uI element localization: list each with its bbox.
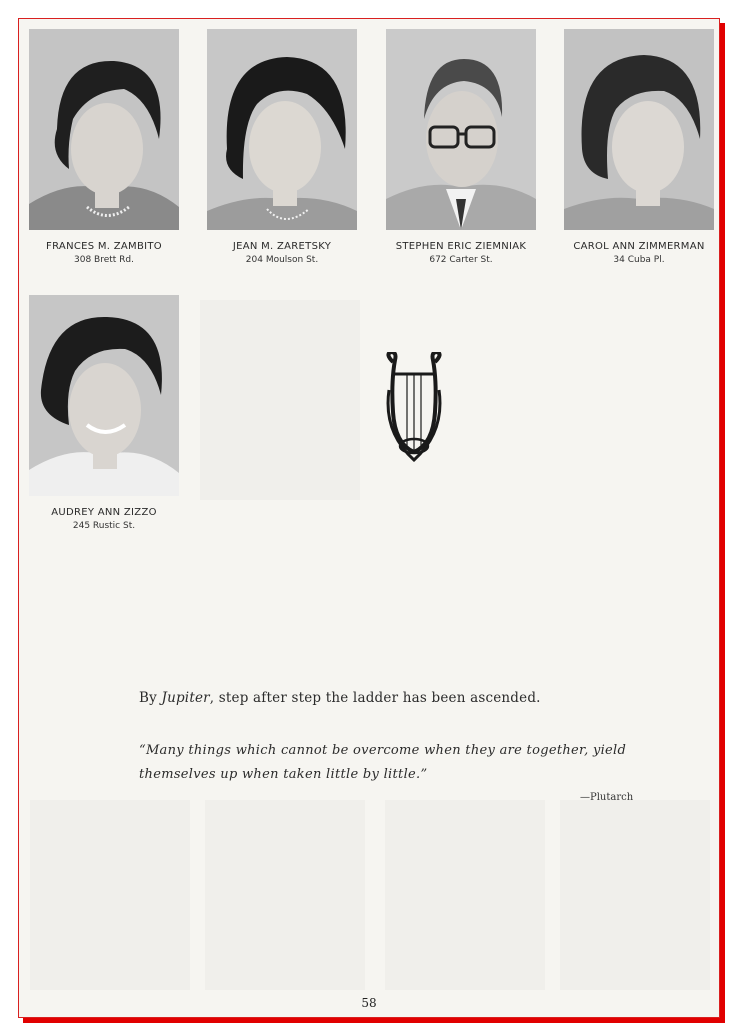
- student-name: CAROL ANN ZIMMERMAN: [573, 241, 705, 252]
- quote-attribution: —Plutarch: [580, 792, 634, 803]
- quote-suffix: , step after step the ladder has been ascended.: [209, 690, 541, 706]
- bleed-through-shadow: [200, 300, 360, 500]
- plutarch-quote: “Many things which cannot be overcome when they are together, yield themselves up when taken little by little.”: [139, 743, 627, 782]
- portrait-card: [386, 29, 536, 265]
- portrait-card: [29, 295, 179, 531]
- quote-emphasis: Jupiter: [161, 690, 210, 706]
- student-photo: [29, 29, 179, 230]
- portrait-card: [207, 29, 357, 265]
- student-photo: [29, 295, 179, 496]
- student-address: 204 Moulson St.: [245, 255, 319, 265]
- student-photo: [564, 29, 714, 230]
- bleed-through-shadow: [205, 800, 365, 990]
- bleed-through-shadow: [30, 800, 190, 990]
- portrait-card: [29, 29, 179, 265]
- student-address: 245 Rustic St.: [72, 521, 136, 531]
- student-address: 34 Cuba Pl.: [613, 255, 665, 265]
- bleed-through-shadow: [560, 800, 710, 990]
- bleed-through-shadow: [385, 800, 545, 990]
- student-photo: [207, 29, 357, 230]
- page-number: 58: [361, 996, 377, 1010]
- quote-prefix: By: [139, 690, 162, 706]
- student-name: AUDREY ANN ZIZZO: [51, 507, 157, 518]
- student-address: 672 Carter St.: [429, 255, 493, 265]
- student-name: FRANCES M. ZAMBITO: [46, 241, 162, 252]
- quote-first-line: [139, 690, 541, 706]
- student-photo: [386, 29, 536, 230]
- student-name: JEAN M. ZARETSKY: [232, 241, 332, 252]
- student-name: STEPHEN ERIC ZIEMNIAK: [395, 241, 527, 252]
- portrait-card: [564, 29, 714, 265]
- student-address: 308 Brett Rd.: [74, 255, 134, 265]
- lyre-icon: [383, 352, 445, 464]
